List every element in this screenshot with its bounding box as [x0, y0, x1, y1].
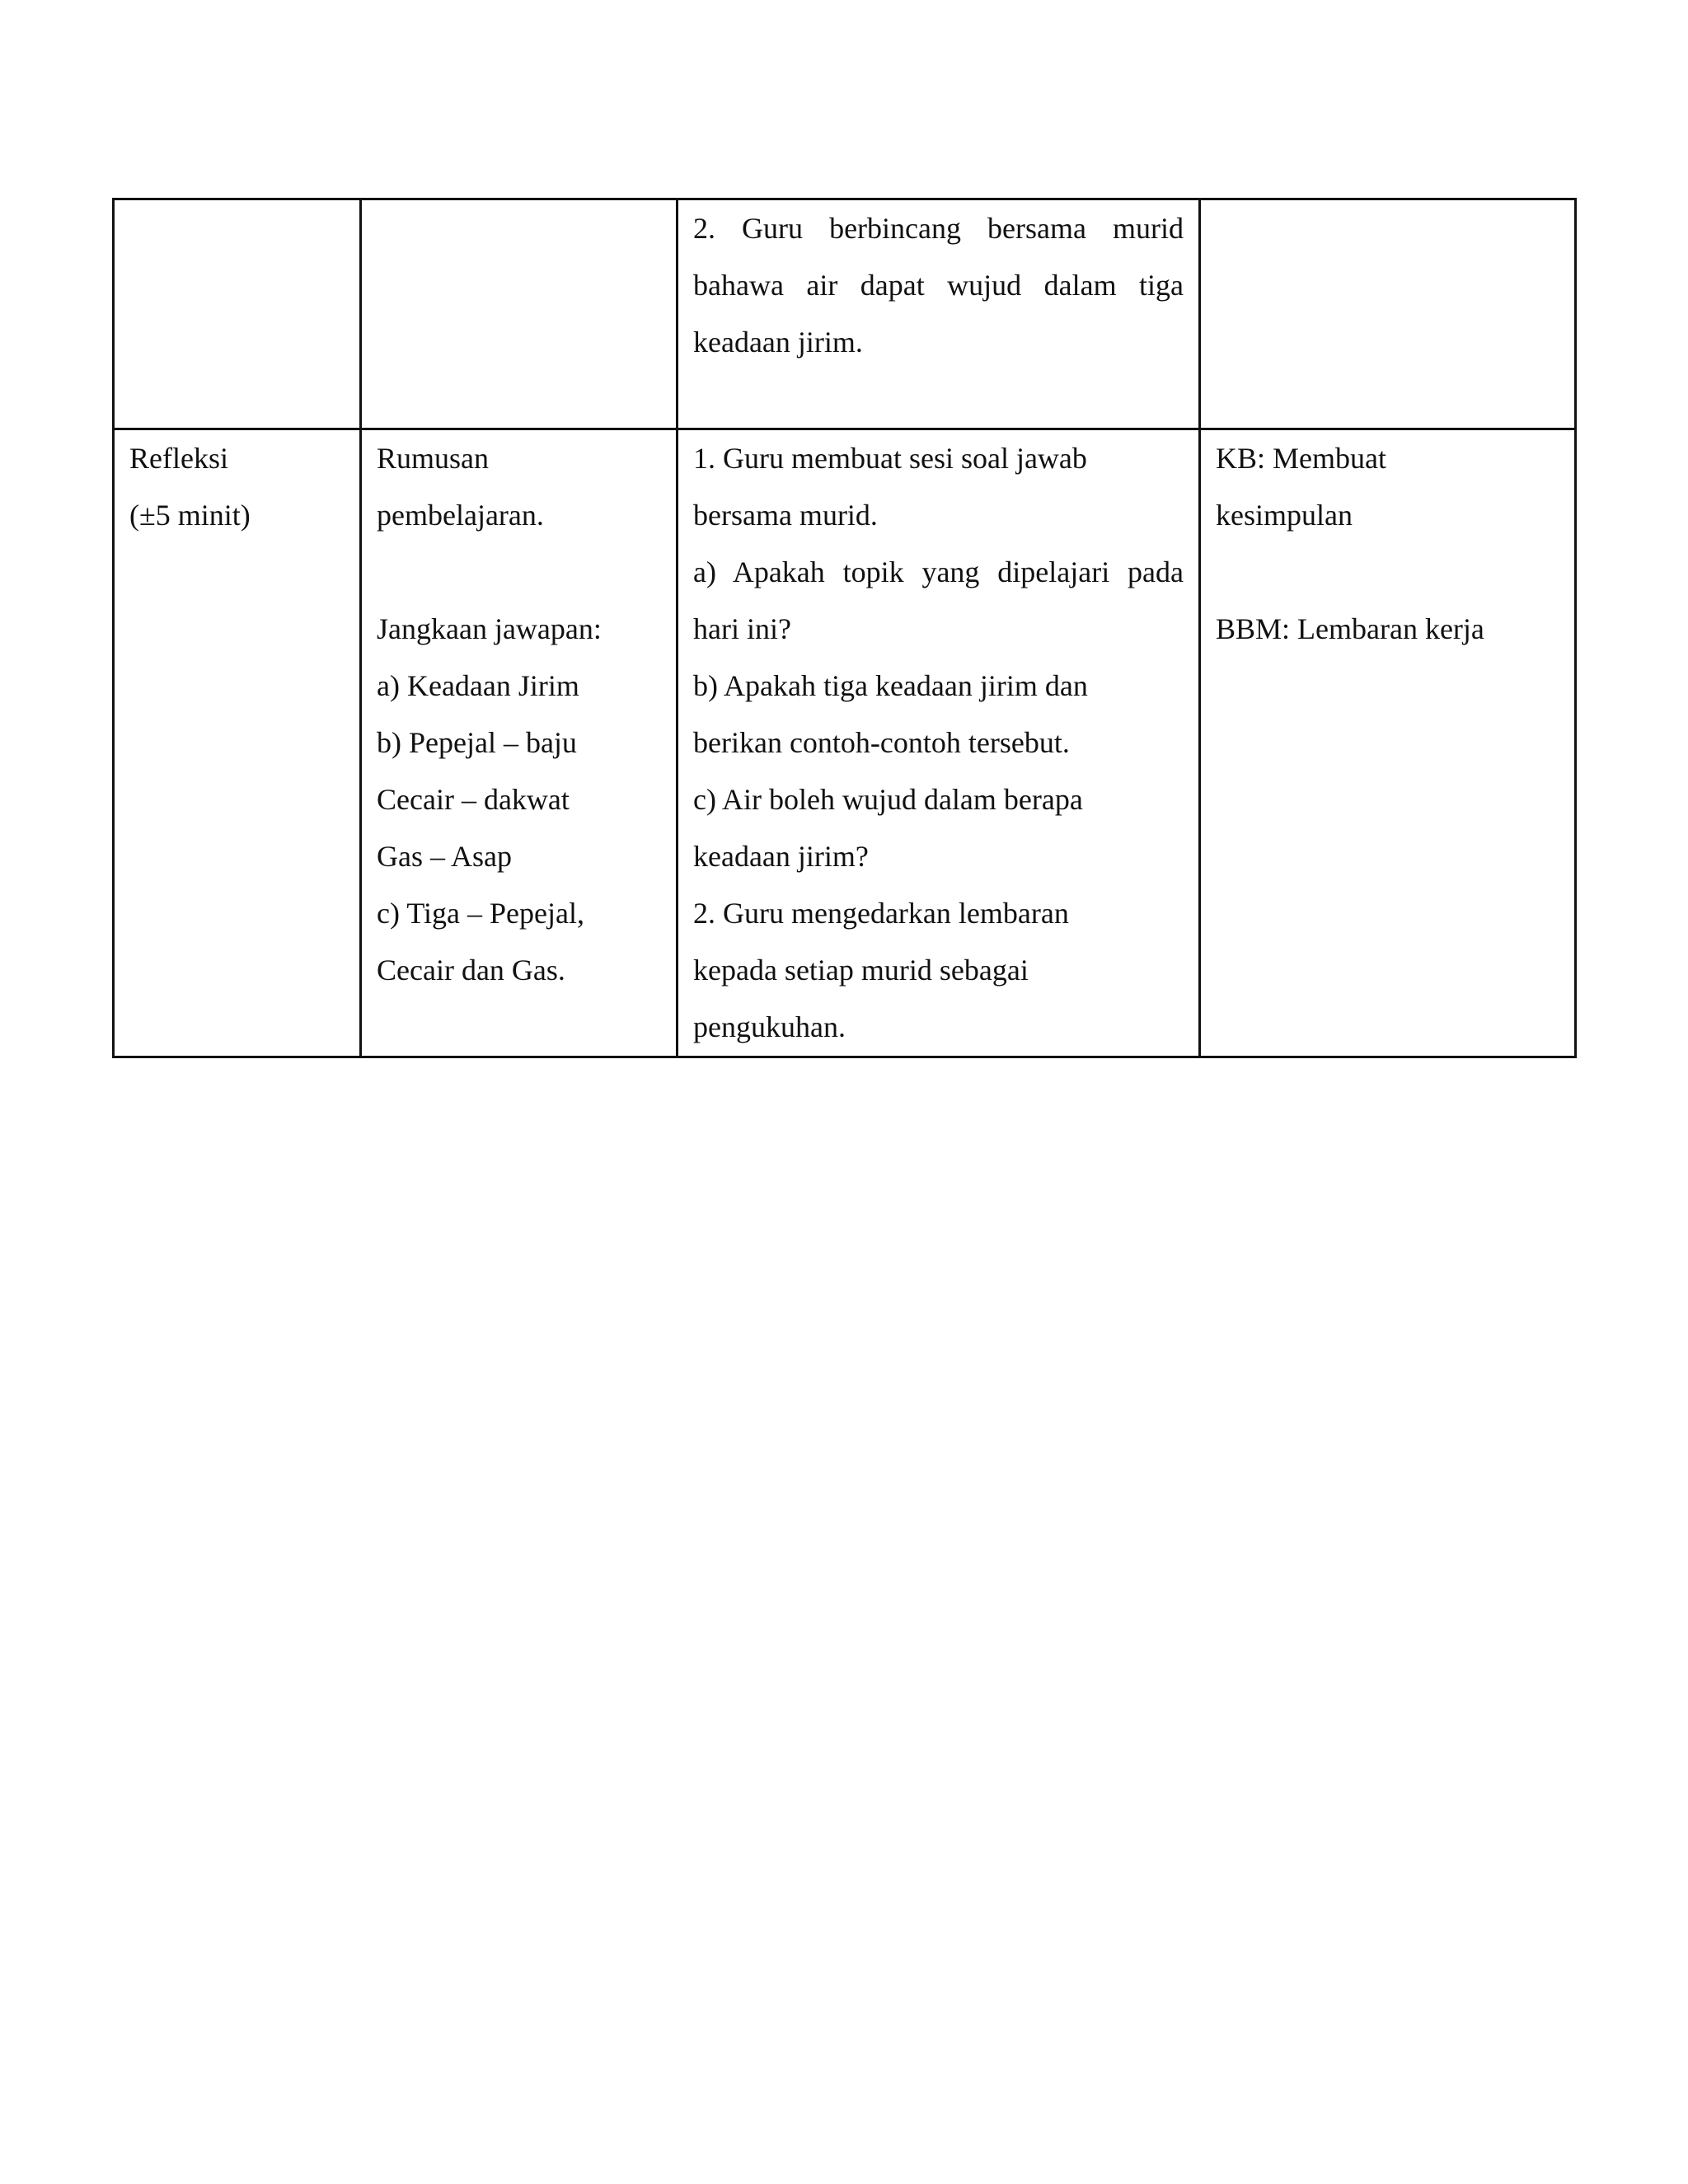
- activity-line: hari ini?: [693, 612, 791, 645]
- lesson-plan-table: [112, 198, 1577, 1058]
- content-line: c) Tiga – Pepejal,: [377, 897, 584, 930]
- activity-line: 2. Guru berbincang bersama murid: [693, 212, 1184, 245]
- stage-cell: [114, 429, 361, 1057]
- activity-line: keadaan jirim?: [693, 840, 869, 873]
- activity-line: 2. Guru mengedarkan lembaran: [693, 897, 1069, 930]
- content-line: a) Keadaan Jirim: [377, 669, 579, 702]
- content-line: Jangkaan jawapan:: [377, 612, 602, 645]
- activity-cell: [678, 199, 1200, 429]
- stage-label: Refleksi: [129, 442, 228, 475]
- activity-line: keadaan jirim.: [693, 326, 863, 359]
- content-cell: [361, 199, 678, 429]
- notes-line: BBM: Lembaran kerja: [1216, 612, 1484, 645]
- blank-line: [1216, 544, 1559, 601]
- activity-line: kepada setiap murid sebagai: [693, 954, 1029, 987]
- content-cell: [361, 429, 678, 1057]
- activity-line: berikan contoh-contoh tersebut.: [693, 726, 1070, 759]
- activity-cell: [678, 429, 1200, 1057]
- content-line: Gas – Asap: [377, 840, 512, 873]
- content-line: Cecair dan Gas.: [377, 954, 565, 987]
- activity-line: bahawa air dapat wujud dalam tiga: [693, 269, 1184, 302]
- notes-cell: [1200, 199, 1576, 429]
- table-row: [114, 429, 1576, 1057]
- activity-line: bersama murid.: [693, 499, 878, 532]
- stage-cell: [114, 199, 361, 429]
- notes-line: KB: Membuat: [1216, 442, 1386, 475]
- blank-line: [377, 544, 661, 601]
- content-line: b) Pepejal – baju: [377, 726, 577, 759]
- activity-line: b) Apakah tiga keadaan jirim dan: [693, 669, 1088, 702]
- table-row: [114, 199, 1576, 429]
- content-line: pembelajaran.: [377, 499, 544, 532]
- activity-line: a) Apakah topik yang dipelajari pada: [693, 555, 1184, 588]
- activity-line: c) Air boleh wujud dalam berapa: [693, 783, 1083, 816]
- content-line: Rumusan: [377, 442, 490, 475]
- stage-duration: (±5 minit): [129, 499, 251, 532]
- notes-line: kesimpulan: [1216, 499, 1353, 532]
- notes-cell: [1200, 429, 1576, 1057]
- activity-line: pengukuhan.: [693, 1010, 846, 1043]
- activity-line: 1. Guru membuat sesi soal jawab: [693, 442, 1087, 475]
- content-line: Cecair – dakwat: [377, 783, 570, 816]
